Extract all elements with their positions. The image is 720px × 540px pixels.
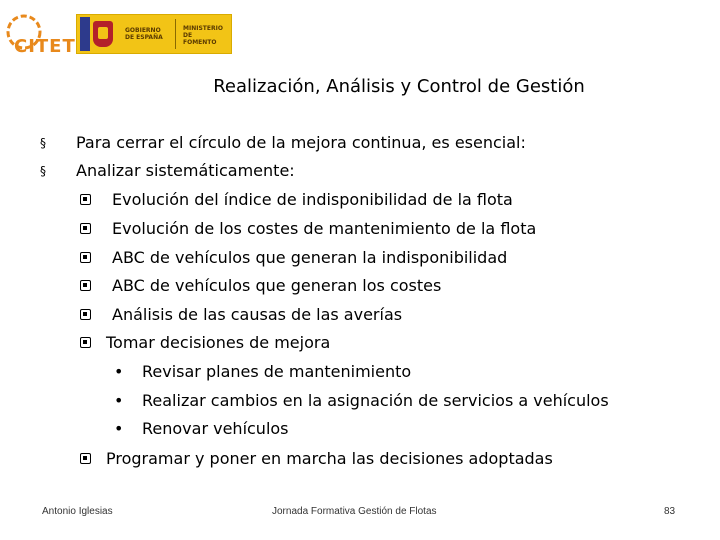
- checkbox-bullet-icon: [80, 223, 91, 234]
- citet-logo: [4, 10, 76, 57]
- dot-bullet-icon: •: [114, 362, 124, 381]
- slide-header: [0, 0, 720, 70]
- slide-title: [0, 76, 720, 97]
- ministerio-text: MINISTERIO DE FOMENTO: [183, 25, 223, 46]
- gobierno-text: GOBIERNO DE ESPAÑA: [125, 27, 163, 41]
- citet-logo-text: CITET: [14, 36, 76, 57]
- sub-item-text: ABC de vehículos que generan la indisponibilidad: [112, 248, 508, 267]
- sub-item-text: Programar y poner en marcha las decisiones adoptadas: [106, 449, 553, 468]
- flag-stripe-icon: [80, 17, 90, 51]
- slide-title-text: Realización, Análisis y Control de Gestión: [213, 76, 585, 97]
- checkbox-bullet-icon: [80, 194, 91, 205]
- checkbox-bullet-icon: [80, 337, 91, 348]
- section-bullet-icon: §: [40, 136, 46, 150]
- sub-item-text: Análisis de las causas de las averías: [112, 305, 403, 324]
- bullet-text: Para cerrar el círculo de la mejora continua, es esencial:: [76, 133, 526, 152]
- checkbox-bullet-icon: [80, 280, 91, 291]
- decision-text: Revisar planes de mantenimiento: [142, 362, 412, 381]
- dot-bullet-icon: •: [114, 391, 124, 410]
- sub-item-text: Evolución de los costes de mantenimiento de la flota: [112, 219, 537, 238]
- checkbox-bullet-icon: [80, 453, 91, 464]
- sub-item-text: ABC de vehículos que generan los costes: [112, 276, 442, 295]
- footer-event: Jornada Formativa Gestión de Flotas: [272, 506, 437, 517]
- decision-text: Realizar cambios en la asignación de servicios a vehículos: [142, 391, 609, 410]
- footer-author: Antonio Iglesias: [42, 506, 113, 517]
- sub-item-text: Tomar decisiones de mejora: [106, 333, 331, 352]
- logo-divider: [175, 19, 176, 49]
- checkbox-bullet-icon: [80, 252, 91, 263]
- footer-page-number: 83: [664, 506, 676, 517]
- gobierno-logo: [76, 14, 232, 54]
- coat-of-arms-icon: [93, 21, 113, 47]
- section-bullet-icon: §: [40, 164, 46, 178]
- checkbox-bullet-icon: [80, 309, 91, 320]
- bullet-text: Analizar sistemáticamente:: [76, 161, 295, 180]
- dot-bullet-icon: •: [114, 419, 124, 438]
- slide-footer: [0, 506, 720, 524]
- decision-text: Renovar vehículos: [142, 419, 289, 438]
- sub-item-text: Evolución del índice de indisponibilidad de la flota: [112, 190, 513, 209]
